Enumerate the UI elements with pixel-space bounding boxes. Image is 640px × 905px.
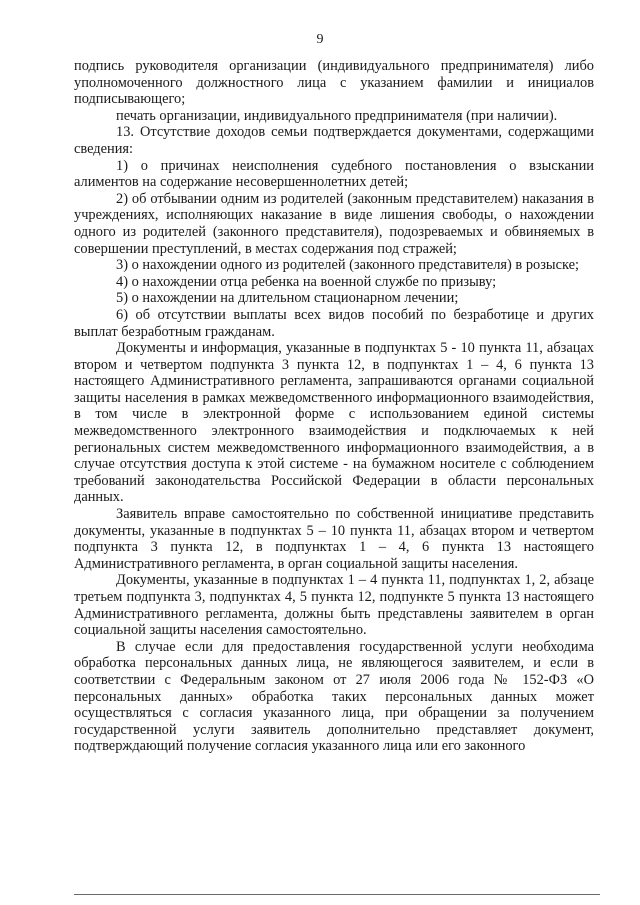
paragraph-7: 4) о нахождении отца ребенка на военной службе по призыву;	[116, 273, 497, 290]
paragraph-2: печать организации, индивидуального предпринимателя (при наличии).	[116, 107, 558, 124]
paragraph-9: 6) об отсутствии выплаты всех видов пособий по безработице и других выплат безработным гражданам.	[74, 306, 594, 340]
document-body	[74, 58, 594, 755]
page-number: 9	[316, 32, 324, 47]
page-bottom-rule	[74, 894, 600, 895]
paragraph-10: Документы и информация, указанные в подпунктах 5 - 10 пункта 11, абзацах втором и четвертом подпункта 3 пункта 12, в подпунктах 1 – 4, 6 пункта 13 настоящего Административного регламента, запрашиваются органами социальной защиты населения в рамках межведомственного информационного взаимодействия, в том числе в электронной форме с использованием единой системы межведомственного электронного взаимодействия и подключаемых к ней региональных систем межведомственного информационного взаимодействия, а в случае отсутствия доступа к этой системе - на бумажном носителе с соблюдением требований законодательства Российской Федерации в области персональных данных.	[74, 340, 594, 506]
paragraph-13: В случае если для предоставления государственной услуги необходима обработка персональных данных лица, не являющегося заявителем, и если в соответствии с Федеральным законом от 27 июля 2006 года № 152-ФЗ «О персональных данных» обработка таких персональных данных может осуществляться с согласия указанного лица, при обращении за получением государственной услуги заявитель дополнительно представляет документ, подтверждающий получение согласия указанного лица или его законного	[74, 638, 594, 755]
paragraph-3: 13. Отсутствие доходов семьи подтверждается документами, содержащими сведения:	[74, 124, 594, 157]
paragraph-6: 3) о нахождении одного из родителей (законного представителя) в розыске;	[116, 257, 579, 274]
paragraph-1: подпись руководителя организации (индивидуального предпринимателя) либо уполномоченного должностного лица с указанием фамилии и инициалов подписывающего;	[74, 58, 594, 108]
paragraph-8: 5) о нахождении на длительном стационарном лечении;	[116, 290, 459, 307]
paragraph-12: Документы, указанные в подпунктах 1 – 4 пункта 11, подпунктах 1, 2, абзаце третьем подпункта 3, подпунктах 4, 5 пункта 12, подпункте 5 пункта 13 настоящего Административного регламента, должны быть представлены заявителем в орган социальной защиты населения самостоятельно.	[74, 572, 594, 639]
paragraph-5: 2) об отбывании одним из родителей (законным представителем) наказания в учреждениях, исполняющих наказание в виде лишения свободы, о нахождении одного из родителей (законного представителя), подозреваемых и обвиняемых в совершении преступлений, в местах содержания под стражей;	[74, 190, 594, 257]
paragraph-4: 1) о причинах неисполнения судебного постановления о взыскании алиментов на содержание несовершеннолетних детей;	[74, 157, 594, 191]
paragraph-11: Заявитель вправе самостоятельно по собственной инициативе представить документы, указанные в подпунктах 5 – 10 пункта 11, абзацах втором и четвертом подпункта 3 пункта 12, в подпунктах 1 – 4, 6 пункта 13 настоящего Административного регламента, в орган социальной защиты населения.	[74, 506, 594, 572]
